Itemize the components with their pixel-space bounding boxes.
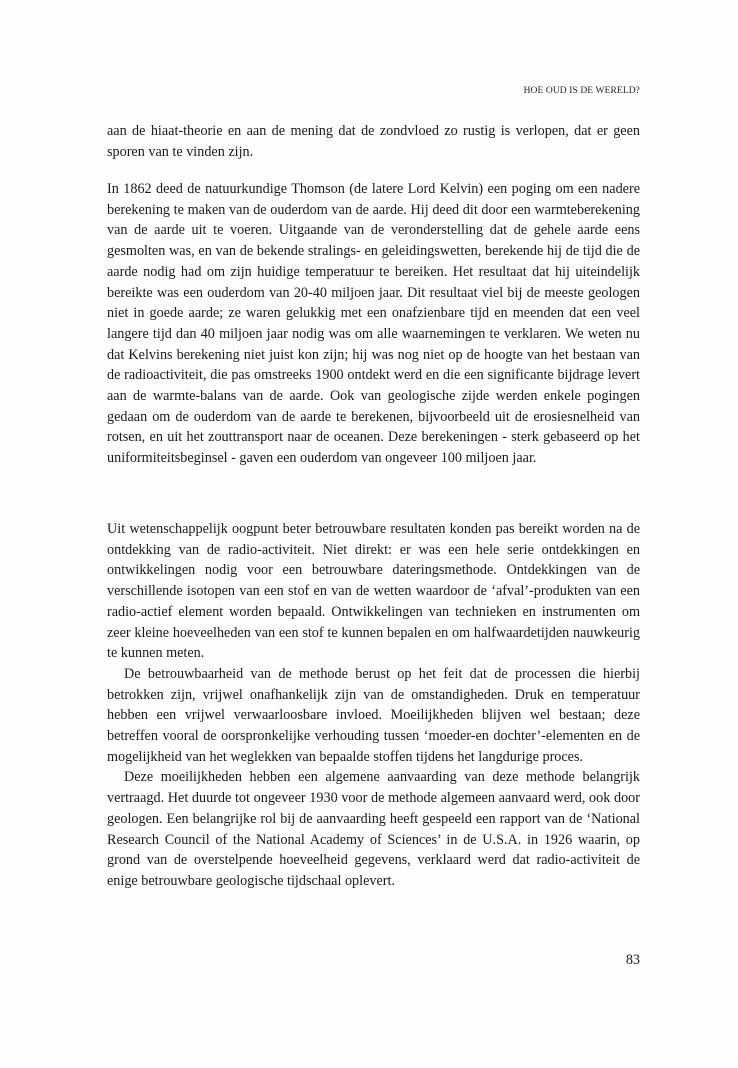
- body-section-1: [107, 121, 640, 162]
- paragraph-betrouwbaarheid: De betrouwbaarheid van de methode berust op het feit dat de processen die hierbij betrokken zijn, vrijwel onafhankelijk zijn van de omstandigheden. Druk en temperatuur hebben een vrijwel verwaarloosbare invloed. Moeilijkheden blijven wel bestaan; deze betreffen vooral de oorspronkelijke verhouding tussen ‘moeder-en dochter’-elementen en de mogelijkheid van het weglekken van bepaalde stoffen tijdens het langdurige proces.: [107, 665, 640, 765]
- paragraph-radio-activiteit: Uit wetenschappelijk oogpunt beter betrouwbare resultaten konden pas bereikt worden na de ontdekking van de radio-activiteit. Niet direkt: er was een hele serie ontdekkingen en ontwikkelingen nodig voor een betrouwbare dateringsmethode. Ontdekkingen van de verschillende isotopen van een stof en van de wetten waardoor de ‘afval’-produkten van een radio-actief element worden bepaald. Ontwikkelingen van technieken en instrumenten om zeer kleine hoeveelheden van een stof te kunnen bepalen en om halfwaardetijden nauwkeurig te kunnen meten.: [107, 521, 640, 662]
- body-section-3: [107, 519, 640, 892]
- paragraph-aanvaarding: Deze moeilijkheden hebben een algemene aanvaarding van deze methode belangrijk vertraagd. Het duurde tot ongeveer 1930 voor de methode algemeen aanvaard werd, ook door geologen. Een belangrijke rol bij de aanvaarding heeft gespeeld een rapport van de ‘National Research Council of the National Academy of Sciences’ in de U.S.A. in 1926 waarin, op grond van de overstelpende hoeveelheid gegevens, verklaard werd dat radio-activiteit de enige betrouwbare geologische tijdschaal oplevert.: [107, 769, 640, 889]
- page-number: 83: [625, 952, 640, 968]
- paragraph-thomson-kelvin: In 1862 deed de natuurkundige Thomson (de latere Lord Kelvin) een poging om een nadere berekening te maken van de ouderdom van de aarde. Hij deed dit door een warmteberekening van de aarde uit te voeren. Uitgaande van de veronderstelling dat de gehele aarde eens gesmolten was, en van de bekende stralings- en geleidingswetten, berekende hij de tijd die de aarde nodig had om zijn huidige temperatuur te bereiken. Het resultaat dat hij uiteindelijk bereikte was een ouderdom van 20-40 miljoen jaar. Dit resultaat viel bij de meeste geologen niet in goede aarde; ze waren gelukkig met een onafzienbare tijd en meenden dat een veel langere tijd dan 40 miljoen jaar nodig was om alle waarnemingen te verklaren. We weten nu dat Kelvins berekening niet juist kon zijn; hij was nog niet op de hoogte van het bestaan van de radioactiviteit, die pas omstreeks 1900 ontdekt werd en die een significante bijdrage levert aan de warmte-balans van de aarde. Ook van geologische zijde werden enkele pogingen gedaan om de ouderdom van de aarde te berekenen, bijvoorbeeld uit de erosiesnelheid van rotsen, en uit het zouttransport naar de oceanen. Deze berekeningen - sterk gebaseerd op het uniformiteitsbeginsel - gaven een ouderdom van ongeveer 100 miljoen jaar.: [107, 181, 640, 467]
- paragraph-hiaat-theorie: aan de hiaat-theorie en aan de mening dat de zondvloed zo rustig is verlopen, dat er geen sporen van te vinden zijn.: [107, 123, 640, 160]
- running-header: HOE OUD IS DE WERELD?: [523, 86, 640, 96]
- body-section-2: [107, 179, 640, 469]
